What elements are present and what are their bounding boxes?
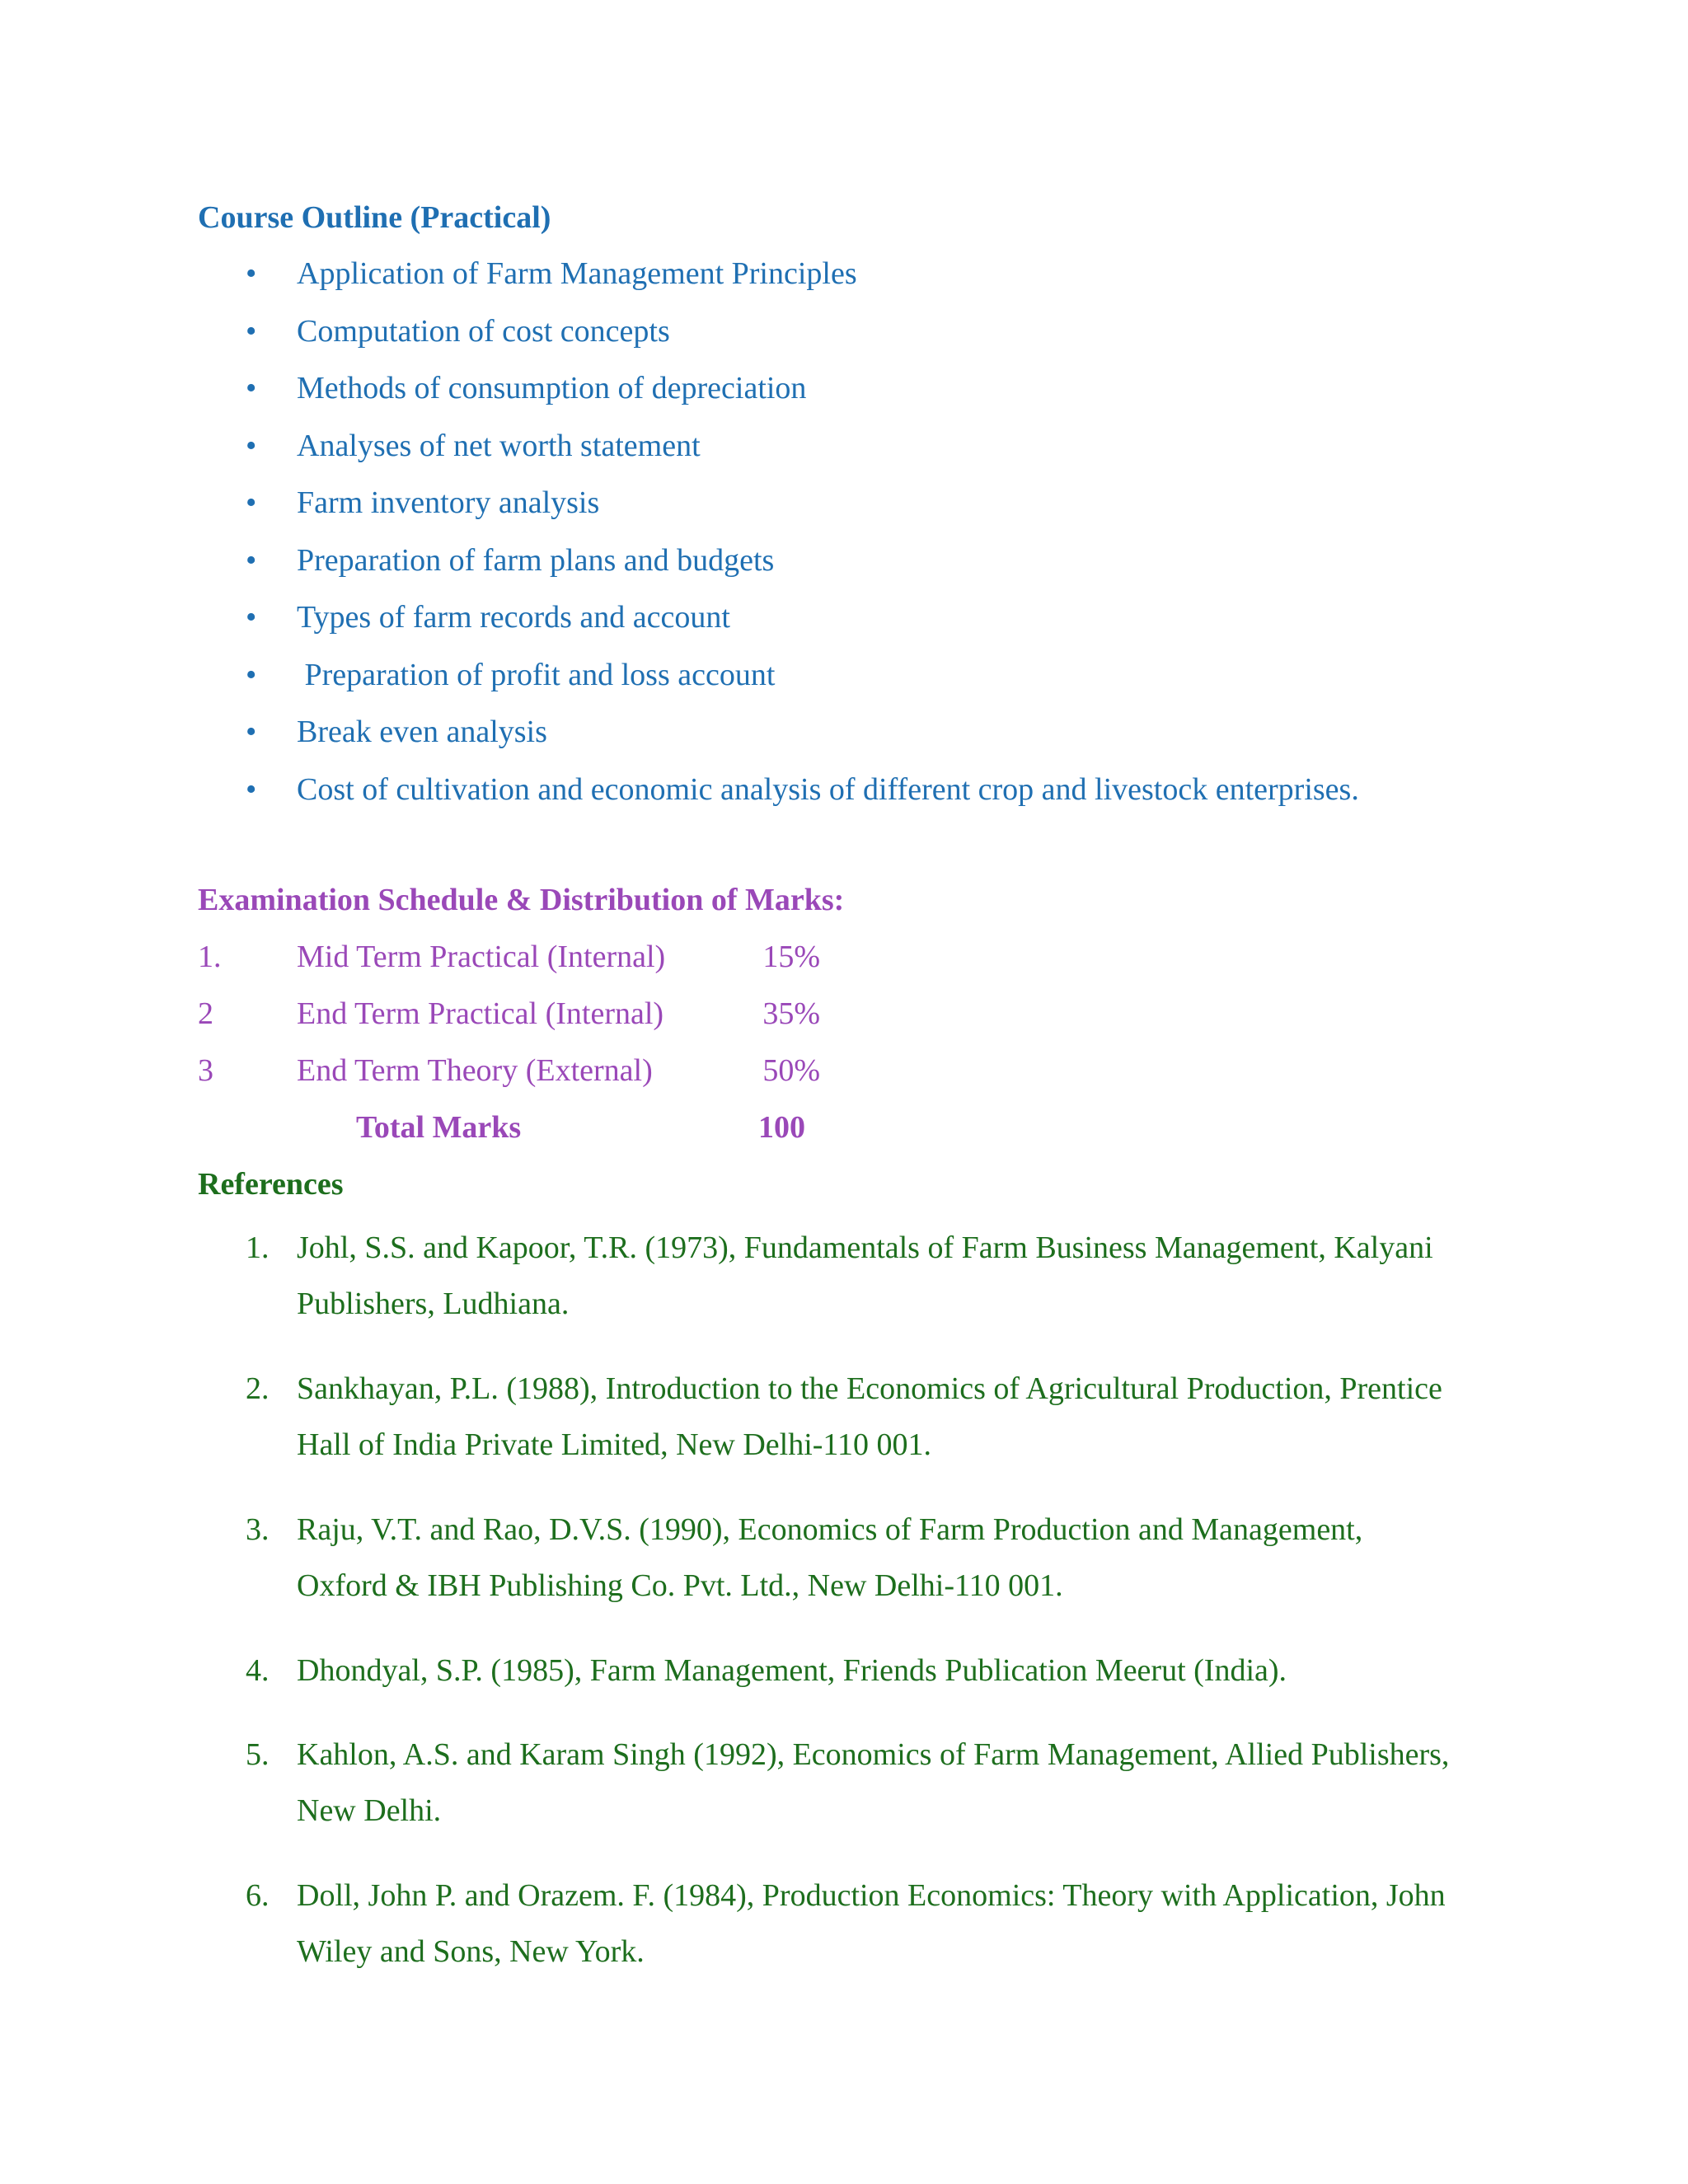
marks-row	[0, 1052, 907, 1089]
reference-number: 5.	[246, 1737, 270, 1772]
bullet: •	[246, 428, 257, 463]
outline-item-text: Preparation of profit and loss account	[297, 657, 776, 692]
list-item	[0, 1361, 1459, 1502]
marks-total-row	[0, 1109, 907, 1146]
marks-row-label: End Term Theory (External)	[297, 1053, 653, 1088]
reference-text: Doll, John P. and Orazem. F. (1984), Production Economics: Theory with Application, John Wiley and Sons, New York.	[297, 1878, 1446, 1969]
bullet: •	[246, 771, 257, 807]
list-item	[0, 1502, 1459, 1643]
list-item	[0, 1727, 1459, 1868]
list-item	[0, 1643, 1459, 1727]
outline-item-text: Types of farm records and account	[297, 600, 730, 635]
reference-number: 6.	[246, 1878, 270, 1913]
marks-row-number: 2	[198, 996, 213, 1031]
marks-row	[0, 939, 907, 975]
reference-text: Dhondyal, S.P. (1985), Farm Management, Friends Publication Meerut (India).	[297, 1653, 1287, 1688]
outline-item-text: Methods of consumption of depreciation	[297, 371, 807, 405]
reference-number: 1.	[246, 1230, 270, 1265]
outline-item-text: Break even analysis	[297, 715, 547, 749]
reference-text: Johl, S.S. and Kapoor, T.R. (1973), Fundamentals of Farm Business Management, Kalyani Publishers, Ludhiana.	[297, 1230, 1433, 1321]
reference-text: Sankhayan, P.L. (1988), Introduction to the Economics of Agricultural Production, Prentice Hall of India Private Limited, New Delhi-110 001.	[297, 1371, 1442, 1462]
exam-schedule-heading: Examination Schedule & Distribution of Marks:	[198, 883, 845, 917]
outline-item-text: Cost of cultivation and economic analysis of different crop and livestock enterprises.	[297, 771, 1359, 807]
marks-row-label: End Term Practical (Internal)	[297, 996, 664, 1031]
list-item	[0, 1220, 1459, 1361]
outline-item-text: Farm inventory analysis	[297, 485, 600, 520]
marks-row-label: Mid Term Practical (Internal)	[297, 940, 666, 974]
marks-row-number: 3	[198, 1053, 213, 1088]
reference-number: 4.	[246, 1653, 270, 1688]
list-item	[0, 1868, 1459, 1991]
references-list	[0, 1220, 1459, 1991]
bullet: •	[246, 600, 257, 635]
outline-item-text: Analyses of net worth statement	[297, 428, 701, 463]
reference-number: 2.	[246, 1371, 270, 1406]
marks-row-percent: 50%	[762, 1053, 820, 1088]
bullet: •	[246, 485, 257, 520]
reference-text: Raju, V.T. and Rao, D.V.S. (1990), Economics of Farm Production and Management, Oxford & IBH Publishing Co. Pvt. Ltd., New Delhi-110 001.	[297, 1512, 1363, 1603]
outline-item-text: Preparation of farm plans and budgets	[297, 542, 775, 578]
marks-total-label: Total Marks	[356, 1110, 522, 1145]
marks-row-number: 1.	[198, 940, 222, 974]
bullet: •	[246, 256, 257, 291]
reference-text: Kahlon, A.S. and Karam Singh (1992), Economics of Farm Management, Allied Publishers, New Delhi.	[297, 1737, 1450, 1828]
bullet: •	[246, 313, 257, 349]
outline-item-text: Computation of cost concepts	[297, 313, 670, 349]
references-heading: References	[198, 1167, 344, 1202]
bullet: •	[246, 371, 257, 405]
reference-number: 3.	[246, 1512, 270, 1547]
course-outline-heading: Course Outline (Practical)	[198, 200, 551, 235]
marks-row-percent: 15%	[762, 940, 820, 974]
marks-row-percent: 35%	[762, 996, 820, 1031]
bullet: •	[246, 657, 257, 692]
bullet: •	[246, 715, 257, 749]
marks-row	[0, 996, 907, 1032]
outline-item-text: Application of Farm Management Principles	[297, 256, 857, 291]
marks-total-value: 100	[758, 1110, 805, 1145]
bullet: •	[246, 542, 257, 578]
